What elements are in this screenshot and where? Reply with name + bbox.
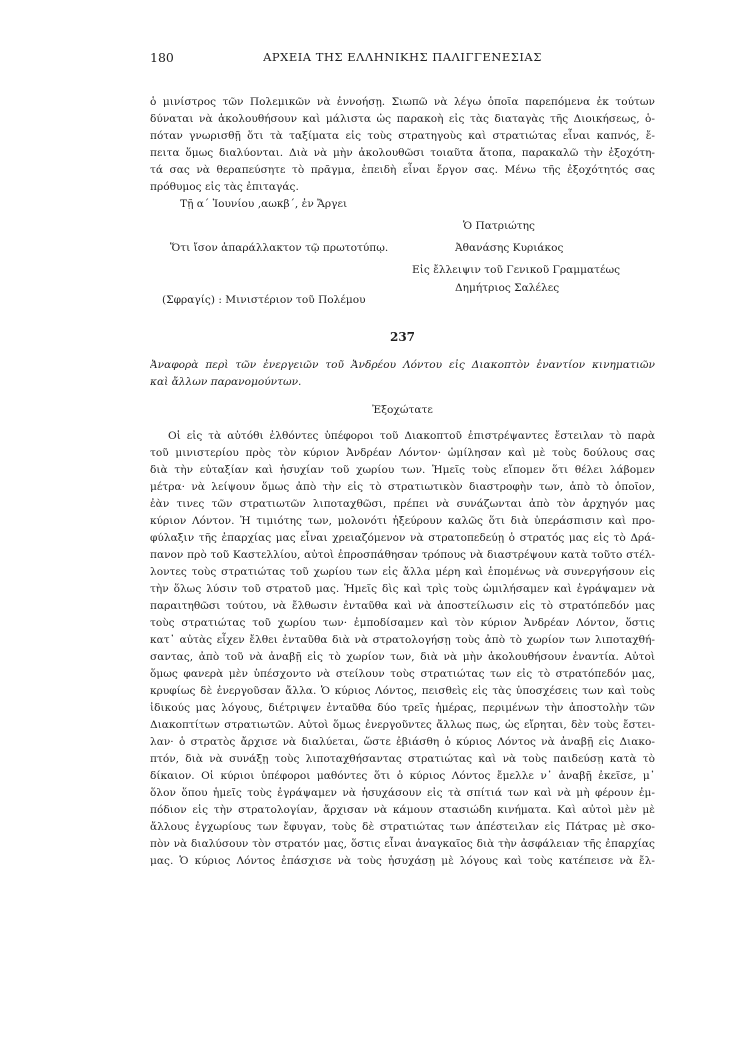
text-line: λοντες τοὺς στρατιώτας τοῦ χωρίου των εἰς ἄλλα μέρη καὶ ἑπομένως νὰ συνεργήσουν εἰς	[150, 566, 655, 578]
text-line: κρυφίως δὲ ἐνεργοῦσαν ἄλλα. Ὁ κύριος Λόντος, πεισθεὶς εἰς τὰς ὑποσχέσεις των καὶ τοὺς	[150, 685, 655, 697]
title-line: καὶ ἄλλων παρανομούντων.	[150, 376, 302, 388]
running-header	[150, 50, 655, 68]
text-line: ἄλλους ἐγχωρίους των ἔφυγαν, τοὺς δὲ στρατιώτας των ἀπέστειλαν εἰς Πάτρας μὲ σκο-	[150, 821, 655, 833]
signer-name: Ἀθανάσης Κυριάκος	[455, 242, 564, 254]
text-line: κατ᾽ αὐτὰς εἶχεν ἔλθει ἐνταῦθα διὰ νὰ στρατολογήσῃ τοὺς ἀπὸ τὸ χωρίον των λιποταχθή-	[150, 634, 655, 646]
text-line: μας. Ὁ κύριος Λόντος ἐπάσχισε νὰ τοὺς ἡσυχάσῃ μὲ λόγους καὶ τοὺς κατέπεισε νὰ ἔλ-	[150, 855, 655, 867]
text-line: τὴν ὅλως λύσιν τοῦ στρατοῦ μας. Ἡμεῖς δὶς καὶ τρὶς τοὺς ὡμιλήσαμεν καὶ ἐγράψαμεν νὰ	[150, 583, 655, 595]
text-line: ὁ μινίστρος τῶν Πολεμικῶν νὰ ἐννοήσῃ. Σιωπῶ νὰ λέγω ὁποῖα παρεπόμενα ἐκ τούτων	[150, 96, 655, 108]
secretary-note: Εἰς ἔλλειψιν τοῦ Γενικοῦ Γραμματέως	[412, 264, 621, 276]
text-line: δύναται νὰ ἀκολουθήσουν καὶ μάλιστα ὡς παρακοὴ εἰς τὰς διαταγὰς τῆς Διοικήσεως, ὁ-	[150, 113, 655, 125]
secretary-name: Δημήτριος Σαλέλες	[455, 282, 560, 294]
text-line: ὅλον ὅπου ἡμεῖς τοὺς ἐγράψαμεν νὰ ἡσυχάσουν εἰς τὰ σπίτιά των καὶ νὰ μὴ φέρουν ἐμ-	[150, 787, 655, 799]
text-line: πτόν, διὰ νὰ συνάξῃ τοὺς λιποταχθήσαντας στρατιώτας καὶ νὰ τοὺς παιδεύσῃ κατὰ τὸ	[150, 753, 655, 765]
text-line: ἰδικούς μας λόγους, διέτριψεν ἐνταῦθα δύο τρεῖς ἡμέρας, περιμένων τὴν ἀποστολὴν τῶν	[150, 702, 655, 714]
text-line: πόταν γνωρισθῇ ὅτι τὰ ταξίματα εἰς τοὺς στρατηγοὺς καὶ στρατιώτας εἶναι καπνός, ἔ-	[150, 130, 655, 142]
text-line: διὰ τὴν εὐταξίαν καὶ ἡσυχίαν τοῦ χωρίου των. Ἡμεῖς τοὺς εἴπομεν ὅτι θέλει λάβομεν	[150, 464, 655, 476]
text-line: πόδιον εἰς τὴν στρατολογίαν, ἄρχισαν νὰ κάμουν στασιώδη κινήματα. Καὶ αὐτοὶ μὲν μὲ	[150, 804, 655, 816]
text-line: ἐὰν τινες τῶν στρατιωτῶν λιποταχθῶσι, πρέπει νὰ συνάζωνται ἀπὸ τὸν ἀρχηγόν μας	[150, 498, 655, 510]
previous-document-text	[150, 94, 655, 196]
text-line: λαν· ὁ στρατὸς ἄρχισε νὰ διαλύεται, ὥστε ἐβιάσθη ὁ κύριος Λόντος νὰ ἀναβῇ εἰς Διακο-	[150, 736, 655, 748]
copy-note: Ὅτι ἴσον ἀπαράλλακτον τῷ πρωτοτύπῳ.	[170, 242, 389, 254]
text-line: ὅμως φανερὰ μὲν ὑπέσχοντο νὰ στείλουν τοὺς στρατιώτας των εἰς τὸ στρατόπεδόν μας,	[150, 668, 655, 680]
text-line: φύλαξιν τῆς ἐπαρχίας μας εἶναι χρειαζόμενον νὰ στρατοπεδεύῃ ὁ στρατός μας εἰς τὸ Δρά-	[150, 532, 655, 544]
text-line: δίκαιον. Οἱ κύριοι ὑπέφοροι μαθόντες ὅτι ὁ κύριος Λόντος ἔμελλε ν᾽ ἀναβῇ ἐκεῖσε, μ᾽	[150, 770, 655, 782]
text-line: τοῦ μινιστερίου πρὸς τὸν κύριον Ἀνδρέαν Λόντον· ὡμίλησαν καὶ μὲ τοὺς δούλους σας	[150, 447, 655, 459]
text-line: τά σας νὰ θεραπεύσητε τὸ πρᾶγμα, ἐπειδὴ εἶναι ἔργον σας. Μένω τῆς ἐξοχότητός σας	[150, 164, 655, 176]
text-line: Οἱ εἰς τὰ αὐτόθι ἐλθόντες ὑπέφοροι τοῦ Διακοπτοῦ ἐπιστρέψαντες ἔστειλαν τὸ παρὰ	[168, 430, 655, 442]
text-line: Διακοπτίτων στρατιωτῶν. Αὐτοὶ ὅμως ἐνεργοῦντες ἄλλως πως, ὡς εἴρηται, δὲν τοὺς ἔστει-	[150, 719, 655, 731]
text-line: σαντας, ἀπὸ τοῦ νὰ ἀναβῇ εἰς τὸ χωρίον των, διὰ νὰ μὴν ἀκολουθήσουν ἐναντία. Αὐτοὶ	[150, 651, 655, 663]
signer-title: Ὁ Πατριώτης	[463, 220, 535, 232]
text-line: πανον πρὸ τοῦ Καστελλίου, αὐτοὶ ἐπροσπάθησαν τρόπους νὰ διαστρέψουν κατὰ τοῦτο στέλ-	[150, 549, 655, 561]
seal-note: (Σφραγίς) : Μινιστέριον τοῦ Πολέμου	[162, 294, 366, 306]
text-line: πὸν νὰ διαλύσουν τὸν στρατόν μας, ὅστις εἶναι ἀναγκαῖος διὰ τὴν ἀσφάλειαν τῆς ἐπαρχίας	[150, 838, 655, 850]
running-title: ΑΡΧΕΙΑ ΤΗΣ ΕΛΛΗΝΙΚΗΣ ΠΑΛΙΓΓΕΝΕΣΙΑΣ	[263, 50, 542, 64]
text-line: τοὺς στρατιώτας τοῦ χωρίου των· ἐμποδίσαμεν καὶ τὸν κύριον Ἀνδρέαν Λόντον, ὅστις	[150, 617, 655, 629]
salutation: Ἐξοχώτατε	[372, 404, 433, 416]
document-body	[150, 428, 655, 870]
date-line: Τῇ α΄ Ἰουνίου ,αωκβ΄, ἐν Ἄργει	[180, 198, 348, 210]
document-number: 237	[389, 330, 416, 344]
text-line: κύριον Λόντον. Ἡ τιμιότης των, μολονότι ἠξεύρουν καλῶς ὅτι διὰ ὑπεράσπισιν καὶ προ-	[150, 515, 655, 527]
text-line: παραιτηθῶσι τούτου, νὰ ἔλθωσιν ἐνταῦθα καὶ νὰ ἀποστείλωσιν εἰς τὸ στρατόπεδόν μας	[150, 600, 655, 612]
text-line: πειτα ὅμως διαλύονται. Διὰ νὰ μὴν ἀκολουθῶσι τοιαῦτα ἄτοπα, παρακαλῶ τὴν ἐξοχότη-	[150, 147, 655, 159]
title-line: Ἀναφορὰ περὶ τῶν ἐνεργειῶν τοῦ Ἀνδρέου Λόντου εἰς Διακοπτὸν ἐναντίον κινηματιῶν	[150, 359, 655, 371]
page-number: 180	[150, 50, 174, 65]
text-line: πρόθυμος εἰς τὰς ἐπιταγάς.	[150, 181, 299, 193]
text-line: μέτρα· νὰ λείψουν ὅμως ἀπὸ τὴν εἰς τὸ στρατιωτικὸν διαστροφὴν των, ἀπὸ τὸ ὁποῖον,	[150, 481, 655, 493]
document-title	[150, 357, 655, 391]
